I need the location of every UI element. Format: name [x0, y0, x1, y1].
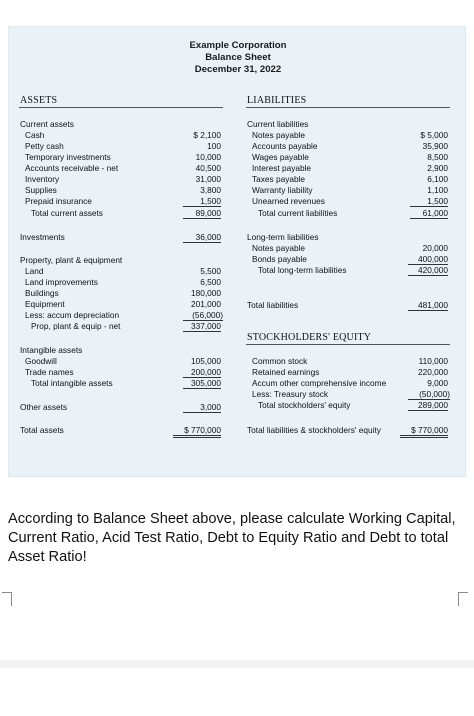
- liability-row-label: Unearned revenues: [252, 196, 325, 206]
- assets-heading: ASSETS: [20, 95, 58, 106]
- ppe-row-value: 5,500: [200, 266, 221, 276]
- intangible-row-value: 105,000: [191, 356, 221, 366]
- longterm-row-value: 400,000: [408, 254, 448, 265]
- current-liabilities-label: Current liabilities: [247, 119, 309, 129]
- asset-row-value: 3,800: [200, 185, 221, 195]
- asset-row-label: Petty cash: [25, 141, 64, 151]
- equity-row-label: Accum other comprehensive income: [252, 378, 387, 388]
- crop-corner-right: [458, 592, 468, 606]
- liability-row-value: 2,900: [427, 163, 448, 173]
- asset-row-label: Inventory: [25, 174, 60, 184]
- investments-label: Investments: [20, 232, 65, 242]
- asset-row-value: 40,500: [195, 163, 221, 173]
- ppe-total-label: Prop, plant & equip - net: [31, 321, 121, 331]
- total-equity-value: 289,000: [408, 400, 448, 411]
- equity-row-value: 9,000: [427, 378, 448, 388]
- longterm-row-value: 20,000: [422, 243, 448, 253]
- ppe-row-value: 180,000: [191, 288, 221, 298]
- liability-row-value: 1,500: [410, 196, 448, 207]
- ppe-total-value: 337,000: [183, 321, 221, 332]
- ppe-row-label: Buildings: [25, 288, 59, 298]
- statement-date: December 31, 2022: [194, 64, 282, 75]
- grand-total-value: $ 770,000: [400, 425, 448, 438]
- liabilities-heading: LIABILITIES: [247, 95, 307, 106]
- total-liabilities-label: Total liabilities: [247, 300, 299, 310]
- liability-row-value: 35,900: [422, 141, 448, 151]
- assets-heading-rule: [19, 107, 223, 108]
- equity-heading-rule: [246, 344, 450, 345]
- asset-row-label: Prepaid insurance: [25, 196, 92, 206]
- asset-row-label: Accounts receivable - net: [25, 163, 119, 173]
- ppe-row-value: 201,000: [191, 299, 221, 309]
- liability-row-value: 8,500: [427, 152, 448, 162]
- other-assets-value: 3,000: [183, 402, 221, 413]
- company-name: Example Corporation: [189, 40, 287, 51]
- intangible-total-value: 305,000: [183, 378, 221, 389]
- liabilities-heading-rule: [246, 107, 450, 108]
- intangible-row-label: Trade names: [25, 367, 74, 377]
- asset-row-value: 10,000: [195, 152, 221, 162]
- balance-sheet: [8, 26, 466, 477]
- asset-row-label: Cash: [25, 130, 45, 140]
- ppe-row-label: Land: [25, 266, 44, 276]
- total-assets-label: Total assets: [20, 425, 64, 435]
- ppe-row-label: Less: accum depreciation: [25, 310, 120, 320]
- bottom-divider: [0, 660, 474, 668]
- equity-row-value: (50,000): [408, 389, 450, 400]
- total-assets-value: $ 770,000: [173, 425, 221, 438]
- total-equity-label: Total stockholders' equity: [258, 400, 351, 410]
- ppe-row-value: 6,500: [200, 277, 221, 287]
- statement-title: Balance Sheet: [205, 52, 271, 63]
- investments-value: 36,000: [183, 232, 221, 243]
- grand-total-label: Total liabilities & stockholders' equity: [247, 425, 381, 435]
- question-text: According to Balance Sheet above, please calculate Working Capital, Current Ratio, Acid Test Ratio, Debt to Equity Ratio and Debt to total Asset Ratio!: [8, 511, 456, 565]
- liability-row-value: $ 5,000: [420, 130, 448, 140]
- ppe-label: Property, plant & equipment: [20, 255, 123, 265]
- intangible-row-value: 200,000: [183, 367, 221, 378]
- total-liabilities-value: 481,000: [408, 300, 448, 311]
- liability-row-value: 1,100: [427, 185, 448, 195]
- intangible-total-label: Total intangible assets: [31, 378, 113, 388]
- longterm-total-value: 420,000: [408, 265, 448, 276]
- intangible-row-label: Goodwill: [25, 356, 57, 366]
- equity-row-value: 110,000: [418, 356, 448, 366]
- other-assets-label: Other assets: [20, 402, 68, 412]
- crop-corner-left: [2, 592, 12, 606]
- asset-row-label: Supplies: [25, 185, 57, 195]
- asset-row-value: $ 2,100: [193, 130, 221, 140]
- liability-row-label: Warranty liability: [252, 185, 313, 195]
- longterm-total-label: Total long-term liabilities: [258, 265, 347, 275]
- ppe-row-label: Equipment: [25, 299, 65, 309]
- current-assets-label: Current assets: [20, 119, 74, 129]
- asset-row-value: 31,000: [195, 174, 221, 184]
- equity-row-value: 220,000: [418, 367, 448, 377]
- asset-row-label: Temporary investments: [25, 152, 111, 162]
- equity-row-label: Less: Treasury stock: [252, 389, 329, 399]
- total-current-liabilities-label: Total current liabilities: [258, 208, 338, 218]
- equity-row-label: Retained earnings: [252, 367, 320, 377]
- longterm-row-label: Notes payable: [252, 243, 306, 253]
- liability-row-label: Taxes payable: [252, 174, 306, 184]
- total-current-assets-label: Total current assets: [31, 208, 103, 218]
- liability-row-label: Accounts payable: [252, 141, 318, 151]
- longterm-row-label: Bonds payable: [252, 254, 307, 264]
- liability-row-label: Wages payable: [252, 152, 309, 162]
- liability-row-label: Interest payable: [252, 163, 312, 173]
- equity-heading: STOCKHOLDERS' EQUITY: [247, 332, 372, 343]
- total-current-assets-value: 89,000: [183, 208, 221, 219]
- longterm-liabilities-label: Long-term liabilities: [247, 232, 319, 242]
- ppe-row-value: (56,000): [183, 310, 223, 321]
- intangible-label: Intangible assets: [20, 345, 83, 355]
- liability-row-label: Notes payable: [252, 130, 306, 140]
- ppe-row-label: Land improvements: [25, 277, 98, 287]
- asset-row-value: 1,500: [183, 196, 221, 207]
- total-current-liabilities-value: 61,000: [410, 208, 448, 219]
- equity-row-label: Common stock: [252, 356, 308, 366]
- asset-row-value: 100: [207, 141, 221, 151]
- liability-row-value: 6,100: [427, 174, 448, 184]
